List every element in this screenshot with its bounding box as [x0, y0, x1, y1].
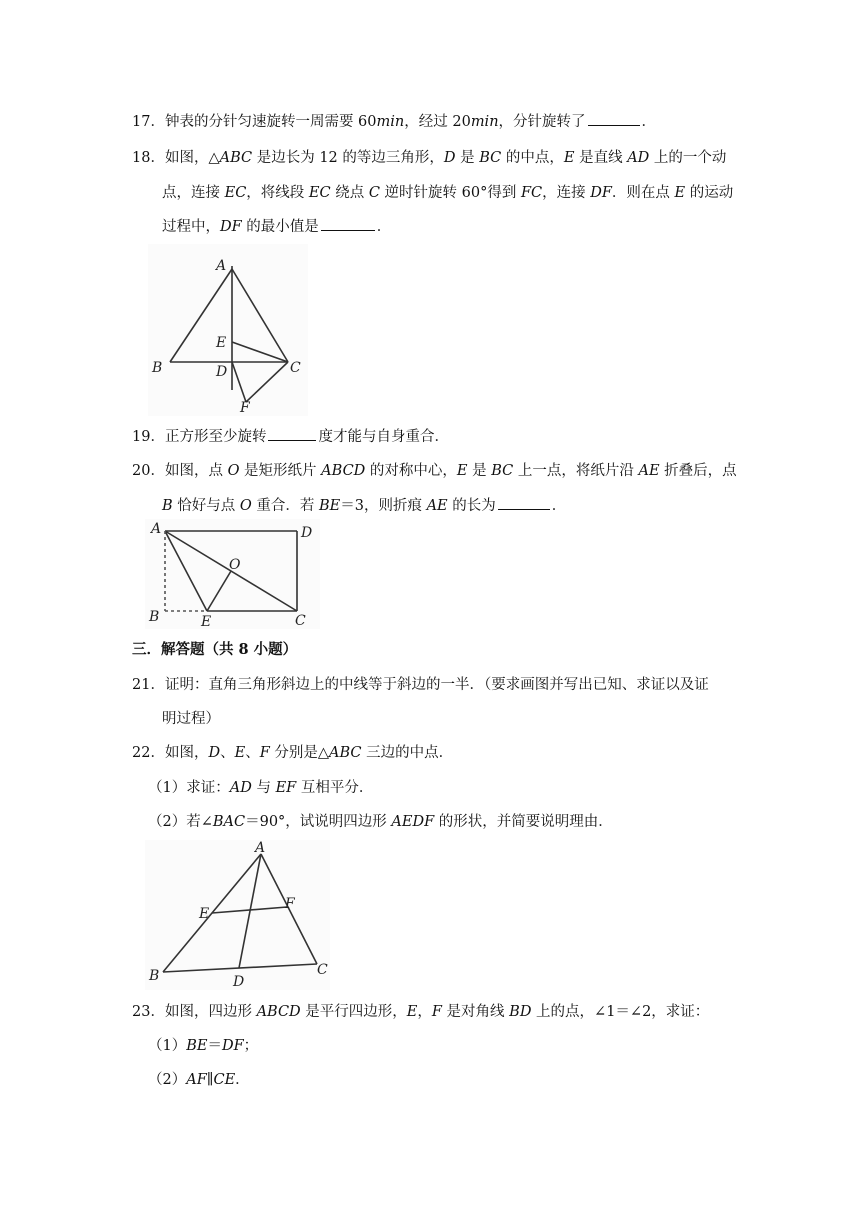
- label-B: B: [149, 609, 160, 625]
- label-C: C: [295, 613, 306, 629]
- figure-18: [148, 244, 308, 416]
- figure-20: [145, 519, 320, 629]
- label-E: E: [201, 614, 212, 629]
- question-20-line-1: 20．如图，点 O 是矩形纸片 ABCD 的对称中心，E 是 BC 上一点，将纸片沿 AE 折叠后，点: [132, 463, 737, 479]
- label-O: O: [229, 557, 241, 573]
- question-23: 23．如图，四边形 ABCD 是平行四边形，E，F 是对角线 BD 上的点，∠1＝∠2，求证：: [132, 1004, 710, 1020]
- label-E: E: [199, 906, 210, 922]
- figure-22: [145, 840, 330, 990]
- question-22-part-2: （2）若∠BAC＝90°，试说明四边形 AEDF 的形状，并简要说明理由．: [148, 814, 613, 830]
- question-22: 22．如图，D、E、F 分别是△ABC 三边的中点．: [132, 745, 454, 761]
- label-A: A: [255, 840, 266, 856]
- label-A: A: [151, 521, 162, 537]
- question-19: 19．正方形至少旋转 度才能与自身重合．: [132, 426, 449, 447]
- label-E: E: [216, 335, 227, 351]
- question-20-line-2: B 恰好与点 O 重合．若 BE＝3，则折痕 AE 的长为 ．: [162, 495, 566, 516]
- label-F: F: [240, 400, 250, 416]
- label-B: B: [149, 968, 160, 984]
- question-18-line-3: 过程中，DF 的最小值是 ．: [162, 216, 391, 237]
- question-22-part-1: （1）求证：AD 与 EF 互相平分．: [148, 780, 374, 796]
- label-F: F: [285, 896, 295, 912]
- label-D: D: [216, 364, 228, 380]
- label-A: A: [216, 258, 227, 274]
- label-D: D: [233, 974, 245, 990]
- question-21-line-2: 明过程）: [162, 711, 220, 727]
- question-21-line-1: 21．证明：直角三角形斜边上的中线等于斜边的一半．（要求画图并写出已知、求证以及证: [132, 677, 709, 693]
- question-18-line-2: 点，连接 EC，将线段 EC 绕点 C 逆时针旋转 60°得到 FC，连接 DF．则在点 E 的运动: [162, 185, 734, 201]
- answer-blank: [588, 111, 640, 126]
- question-23-part-1: （1）BE＝DF；: [148, 1038, 259, 1054]
- label-C: C: [317, 962, 328, 978]
- label-B: B: [152, 360, 163, 376]
- label-D: D: [301, 525, 313, 541]
- answer-blank: [321, 216, 375, 231]
- answer-blank: [498, 495, 550, 510]
- question-17: 17．钟表的分针匀速旋转一周需要 60min，经过 20min，分针旋转了 ．: [132, 111, 656, 132]
- question-18-line-1: 18．如图，△ABC 是边长为 12 的等边三角形，D 是 BC 的中点，E 是直线 AD 上的一个动: [132, 150, 727, 166]
- question-23-part-2: （2）AF∥CE．: [148, 1072, 250, 1088]
- answer-blank: [268, 426, 316, 441]
- section-heading: 三．解答题（共 8 小题）: [132, 641, 298, 658]
- label-C: C: [290, 360, 301, 376]
